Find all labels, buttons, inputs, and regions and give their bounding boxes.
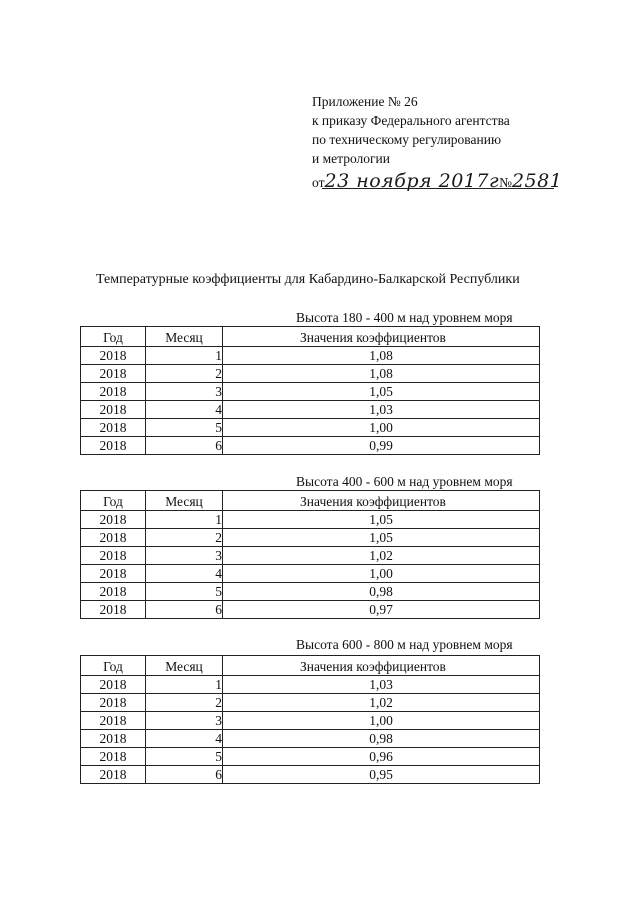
year-cell: 2018 [81,601,146,619]
year-cell: 2018 [81,694,146,712]
table-row [81,547,540,565]
table-row [81,401,540,419]
year-cell: 2018 [81,437,146,455]
year-cell: 2018 [81,347,146,365]
order-reference: к приказу Федерального агентства [312,113,510,128]
coefficient-cell: 1,03 [223,401,540,419]
year-cell: 2018 [81,365,146,383]
header-month: Месяц [146,656,223,676]
table-row [81,565,540,583]
coefficient-cell: 0,97 [223,601,540,619]
month-cell: 1 [146,676,223,694]
year-cell: 2018 [81,401,146,419]
document-title: Температурные коэффициенты для Кабардино-Балкарской Республики [96,272,520,287]
table-row [81,419,540,437]
month-cell: 6 [146,601,223,619]
header-coefficient: Значения коэффициентов [223,656,540,676]
header-year: Год [81,491,146,511]
month-cell: 4 [146,565,223,583]
year-cell: 2018 [81,419,146,437]
month-cell: 3 [146,383,223,401]
month-cell: 6 [146,766,223,784]
year-cell: 2018 [81,676,146,694]
number-prefix: № [499,175,512,190]
coefficient-cell: 1,08 [223,365,540,383]
table-header-row [81,327,540,347]
table-row [81,601,540,619]
coefficients-table-2 [80,490,540,619]
date-prefix: от [312,175,325,190]
order-date-number-line [312,168,612,194]
header-coefficient: Значения коэффициентов [223,327,540,347]
coefficient-cell: 1,02 [223,694,540,712]
metrology-line: и метрологии [312,151,390,166]
table-row [81,694,540,712]
table-row [81,748,540,766]
coefficient-cell: 1,03 [223,676,540,694]
coefficient-cell: 1,05 [223,511,540,529]
year-cell: 2018 [81,547,146,565]
altitude-caption-2: Высота 400 - 600 м над уровнем моря [296,474,513,489]
appendix-header [312,92,612,194]
table-header-row [81,656,540,676]
coefficient-cell: 1,05 [223,383,540,401]
month-cell: 5 [146,748,223,766]
year-cell: 2018 [81,565,146,583]
table-row [81,583,540,601]
table-row [81,347,540,365]
year-cell: 2018 [81,712,146,730]
table-header-row [81,491,540,511]
table-row [81,712,540,730]
coefficient-cell: 1,08 [223,347,540,365]
month-cell: 3 [146,712,223,730]
year-cell: 2018 [81,766,146,784]
month-cell: 3 [146,547,223,565]
month-cell: 1 [146,511,223,529]
coefficient-cell: 1,00 [223,419,540,437]
header-month: Месяц [146,491,223,511]
coefficient-cell: 0,96 [223,748,540,766]
coefficient-cell: 0,99 [223,437,540,455]
year-cell: 2018 [81,730,146,748]
handwritten-date: 23 ноября 2017г [324,170,500,192]
year-cell: 2018 [81,383,146,401]
month-cell: 5 [146,583,223,601]
table-row [81,766,540,784]
month-cell: 6 [146,437,223,455]
year-cell: 2018 [81,529,146,547]
month-cell: 2 [146,365,223,383]
month-cell: 4 [146,730,223,748]
header-month: Месяц [146,327,223,347]
month-cell: 5 [146,419,223,437]
appendix-number: Приложение № 26 [312,94,418,109]
coefficients-table-3 [80,655,540,784]
table-row [81,529,540,547]
month-cell: 2 [146,694,223,712]
altitude-caption-1: Высота 180 - 400 м над уровнем моря [296,310,513,325]
coefficient-cell: 0,98 [223,583,540,601]
coefficient-cell: 0,98 [223,730,540,748]
table-row [81,437,540,455]
month-cell: 1 [146,347,223,365]
coefficient-cell: 0,95 [223,766,540,784]
month-cell: 4 [146,401,223,419]
handwritten-order-number: 2581 [511,170,563,192]
table-row [81,511,540,529]
table-row [81,365,540,383]
month-cell: 2 [146,529,223,547]
coefficient-cell: 1,05 [223,529,540,547]
table-row [81,383,540,401]
year-cell: 2018 [81,748,146,766]
coefficient-cell: 1,00 [223,565,540,583]
table-row [81,676,540,694]
signature-underline [322,188,554,189]
header-coefficient: Значения коэффициентов [223,491,540,511]
year-cell: 2018 [81,583,146,601]
coefficients-table-1 [80,326,540,455]
header-year: Год [81,327,146,347]
table-row [81,730,540,748]
altitude-caption-3: Высота 600 - 800 м над уровнем моря [296,637,513,652]
agency-line: по техническому регулированию [312,132,502,147]
header-year: Год [81,656,146,676]
coefficient-cell: 1,00 [223,712,540,730]
year-cell: 2018 [81,511,146,529]
coefficient-cell: 1,02 [223,547,540,565]
